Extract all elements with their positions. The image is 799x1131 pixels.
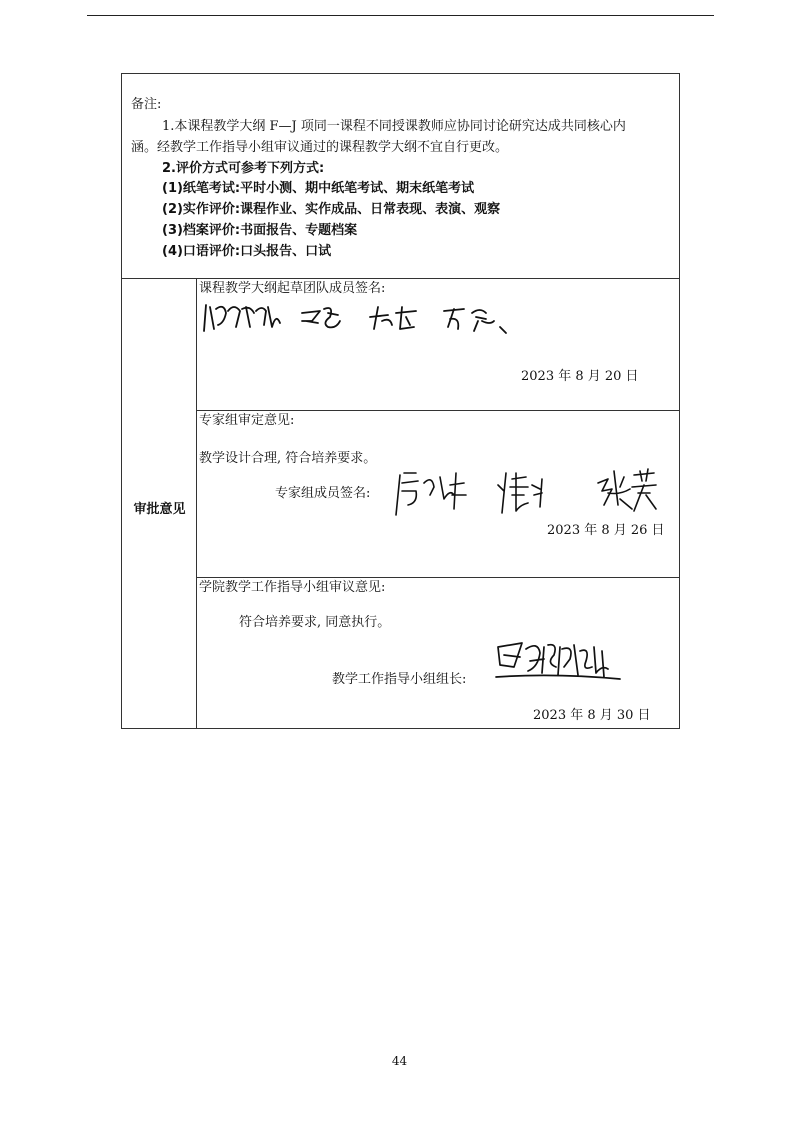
notes-line-4: (1)纸笔考试:平时小测、期中纸笔考试、期末纸笔考试	[162, 181, 475, 196]
notes-heading: 备注:	[131, 97, 162, 112]
approval-table	[121, 278, 680, 729]
drafting-signatures	[202, 299, 542, 341]
expert-sign-label: 专家组成员签名:	[275, 486, 371, 501]
college-opinion: 符合培养要求, 同意执行。	[239, 615, 391, 630]
notes-line-2: 涵。经教学工作指导小组审议通过的课程教学大纲不宜自行更改。	[131, 140, 509, 155]
drafting-date: 2023 年 8 月 20 日	[521, 369, 639, 384]
row-divider	[197, 577, 679, 578]
notes-line-6: (3)档案评价:书面报告、专题档案	[162, 223, 358, 238]
notes-line-7: (4)口语评价:口头报告、口试	[162, 244, 332, 259]
notes-box	[121, 73, 680, 279]
approval-label: 审批意见	[133, 502, 186, 517]
college-date: 2023 年 8 月 30 日	[533, 708, 651, 723]
notes-line-1: 1.本课程教学大纲 F—J 项同一课程不同授课教师应协同讨论研究达成共同核心内	[162, 119, 626, 134]
college-title: 学院教学工作指导小组审议意见:	[199, 580, 386, 595]
row-divider	[197, 410, 679, 411]
notes-line-3: 2.评价方式可参考下列方式:	[162, 161, 325, 176]
expert-opinion: 教学设计合理, 符合培养要求。	[199, 451, 377, 466]
college-leader-signature	[494, 637, 624, 685]
expert-date: 2023 年 8 月 26 日	[547, 523, 665, 538]
drafting-title: 课程教学大纲起草团队成员签名:	[199, 281, 386, 296]
expert-signatures	[394, 465, 664, 521]
notes-line-5: (2)实作评价:课程作业、实作成品、日常表现、表演、观察	[162, 202, 501, 217]
expert-title: 专家组审定意见:	[199, 413, 295, 428]
college-sign-label: 教学工作指导小组组长:	[332, 672, 467, 687]
header-rule	[87, 15, 714, 16]
approval-label-cell	[122, 279, 197, 728]
page-number: 44	[391, 1054, 408, 1068]
